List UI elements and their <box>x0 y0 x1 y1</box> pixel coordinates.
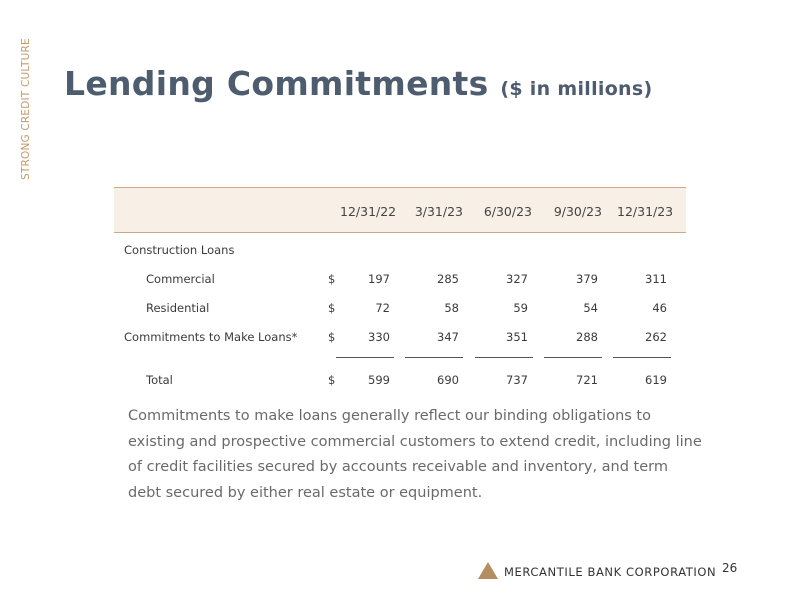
total-row <box>114 365 686 394</box>
triangle-logo-icon <box>478 562 498 579</box>
table-cell: 311 <box>645 272 667 286</box>
currency-symbol: $ <box>328 373 336 387</box>
section-label: Construction Loans <box>124 243 235 257</box>
underline-rule <box>336 357 394 358</box>
table-cell: 737 <box>506 373 528 387</box>
row-label: Residential <box>146 301 210 315</box>
table-cell: 351 <box>506 330 528 344</box>
column-header: 12/31/22 <box>340 204 397 219</box>
table-cell: 285 <box>437 272 459 286</box>
underline-rule <box>405 357 463 358</box>
section-side-label <box>20 18 34 180</box>
underline-rule <box>613 357 671 358</box>
table-cell: 330 <box>368 330 390 344</box>
table-cell: 379 <box>576 272 598 286</box>
table-cell: 288 <box>576 330 598 344</box>
table-row <box>114 293 686 322</box>
subtotal-rules <box>114 351 686 365</box>
currency-symbol: $ <box>328 301 336 315</box>
section-row <box>114 235 686 264</box>
table-cell: 721 <box>576 373 598 387</box>
table-cell: 197 <box>368 272 390 286</box>
currency-symbol: $ <box>328 272 336 286</box>
table-cell: 72 <box>375 301 390 315</box>
table-cell: 347 <box>437 330 459 344</box>
column-header: 12/31/23 <box>617 204 674 219</box>
table-cell: 690 <box>437 373 459 387</box>
title-unit: ($ in millions) <box>500 78 653 100</box>
currency-symbol: $ <box>328 330 336 344</box>
column-header: 9/30/23 <box>553 204 602 219</box>
row-label: Commercial <box>146 272 215 286</box>
table-cell: 599 <box>368 373 390 387</box>
footnote-paragraph: Commitments to make loans generally reflect our binding obligations to existing and prospective commercial customers to extend credit, including line of credit facilities secured by accounts receivable and inventory, and term debt secured by either real estate or equipment. <box>128 408 702 501</box>
page-number: 26 <box>722 561 738 575</box>
table-cell: 327 <box>506 272 528 286</box>
underline-rule <box>475 357 533 358</box>
lending-commitments-table <box>114 187 686 394</box>
company-name: MERCANTILE BANK CORPORATION <box>504 565 717 579</box>
column-header: 3/31/23 <box>414 204 463 219</box>
table-cell: 262 <box>645 330 667 344</box>
row-label: Total <box>146 373 173 387</box>
table-cell: 58 <box>444 301 459 315</box>
table-cell: 54 <box>583 301 598 315</box>
side-label-text: STRONG CREDIT CULTURE <box>20 38 32 180</box>
table-row <box>114 322 686 351</box>
table-header <box>114 187 686 233</box>
page-title <box>64 64 652 103</box>
row-label: Commitments to Make Loans* <box>124 330 298 344</box>
title-main: Lending Commitments <box>64 64 489 103</box>
column-header: 6/30/23 <box>483 204 532 219</box>
table-cell: 46 <box>652 301 667 315</box>
table-row <box>114 264 686 293</box>
table-cell: 619 <box>645 373 667 387</box>
underline-rule <box>544 357 602 358</box>
table-cell: 59 <box>513 301 528 315</box>
